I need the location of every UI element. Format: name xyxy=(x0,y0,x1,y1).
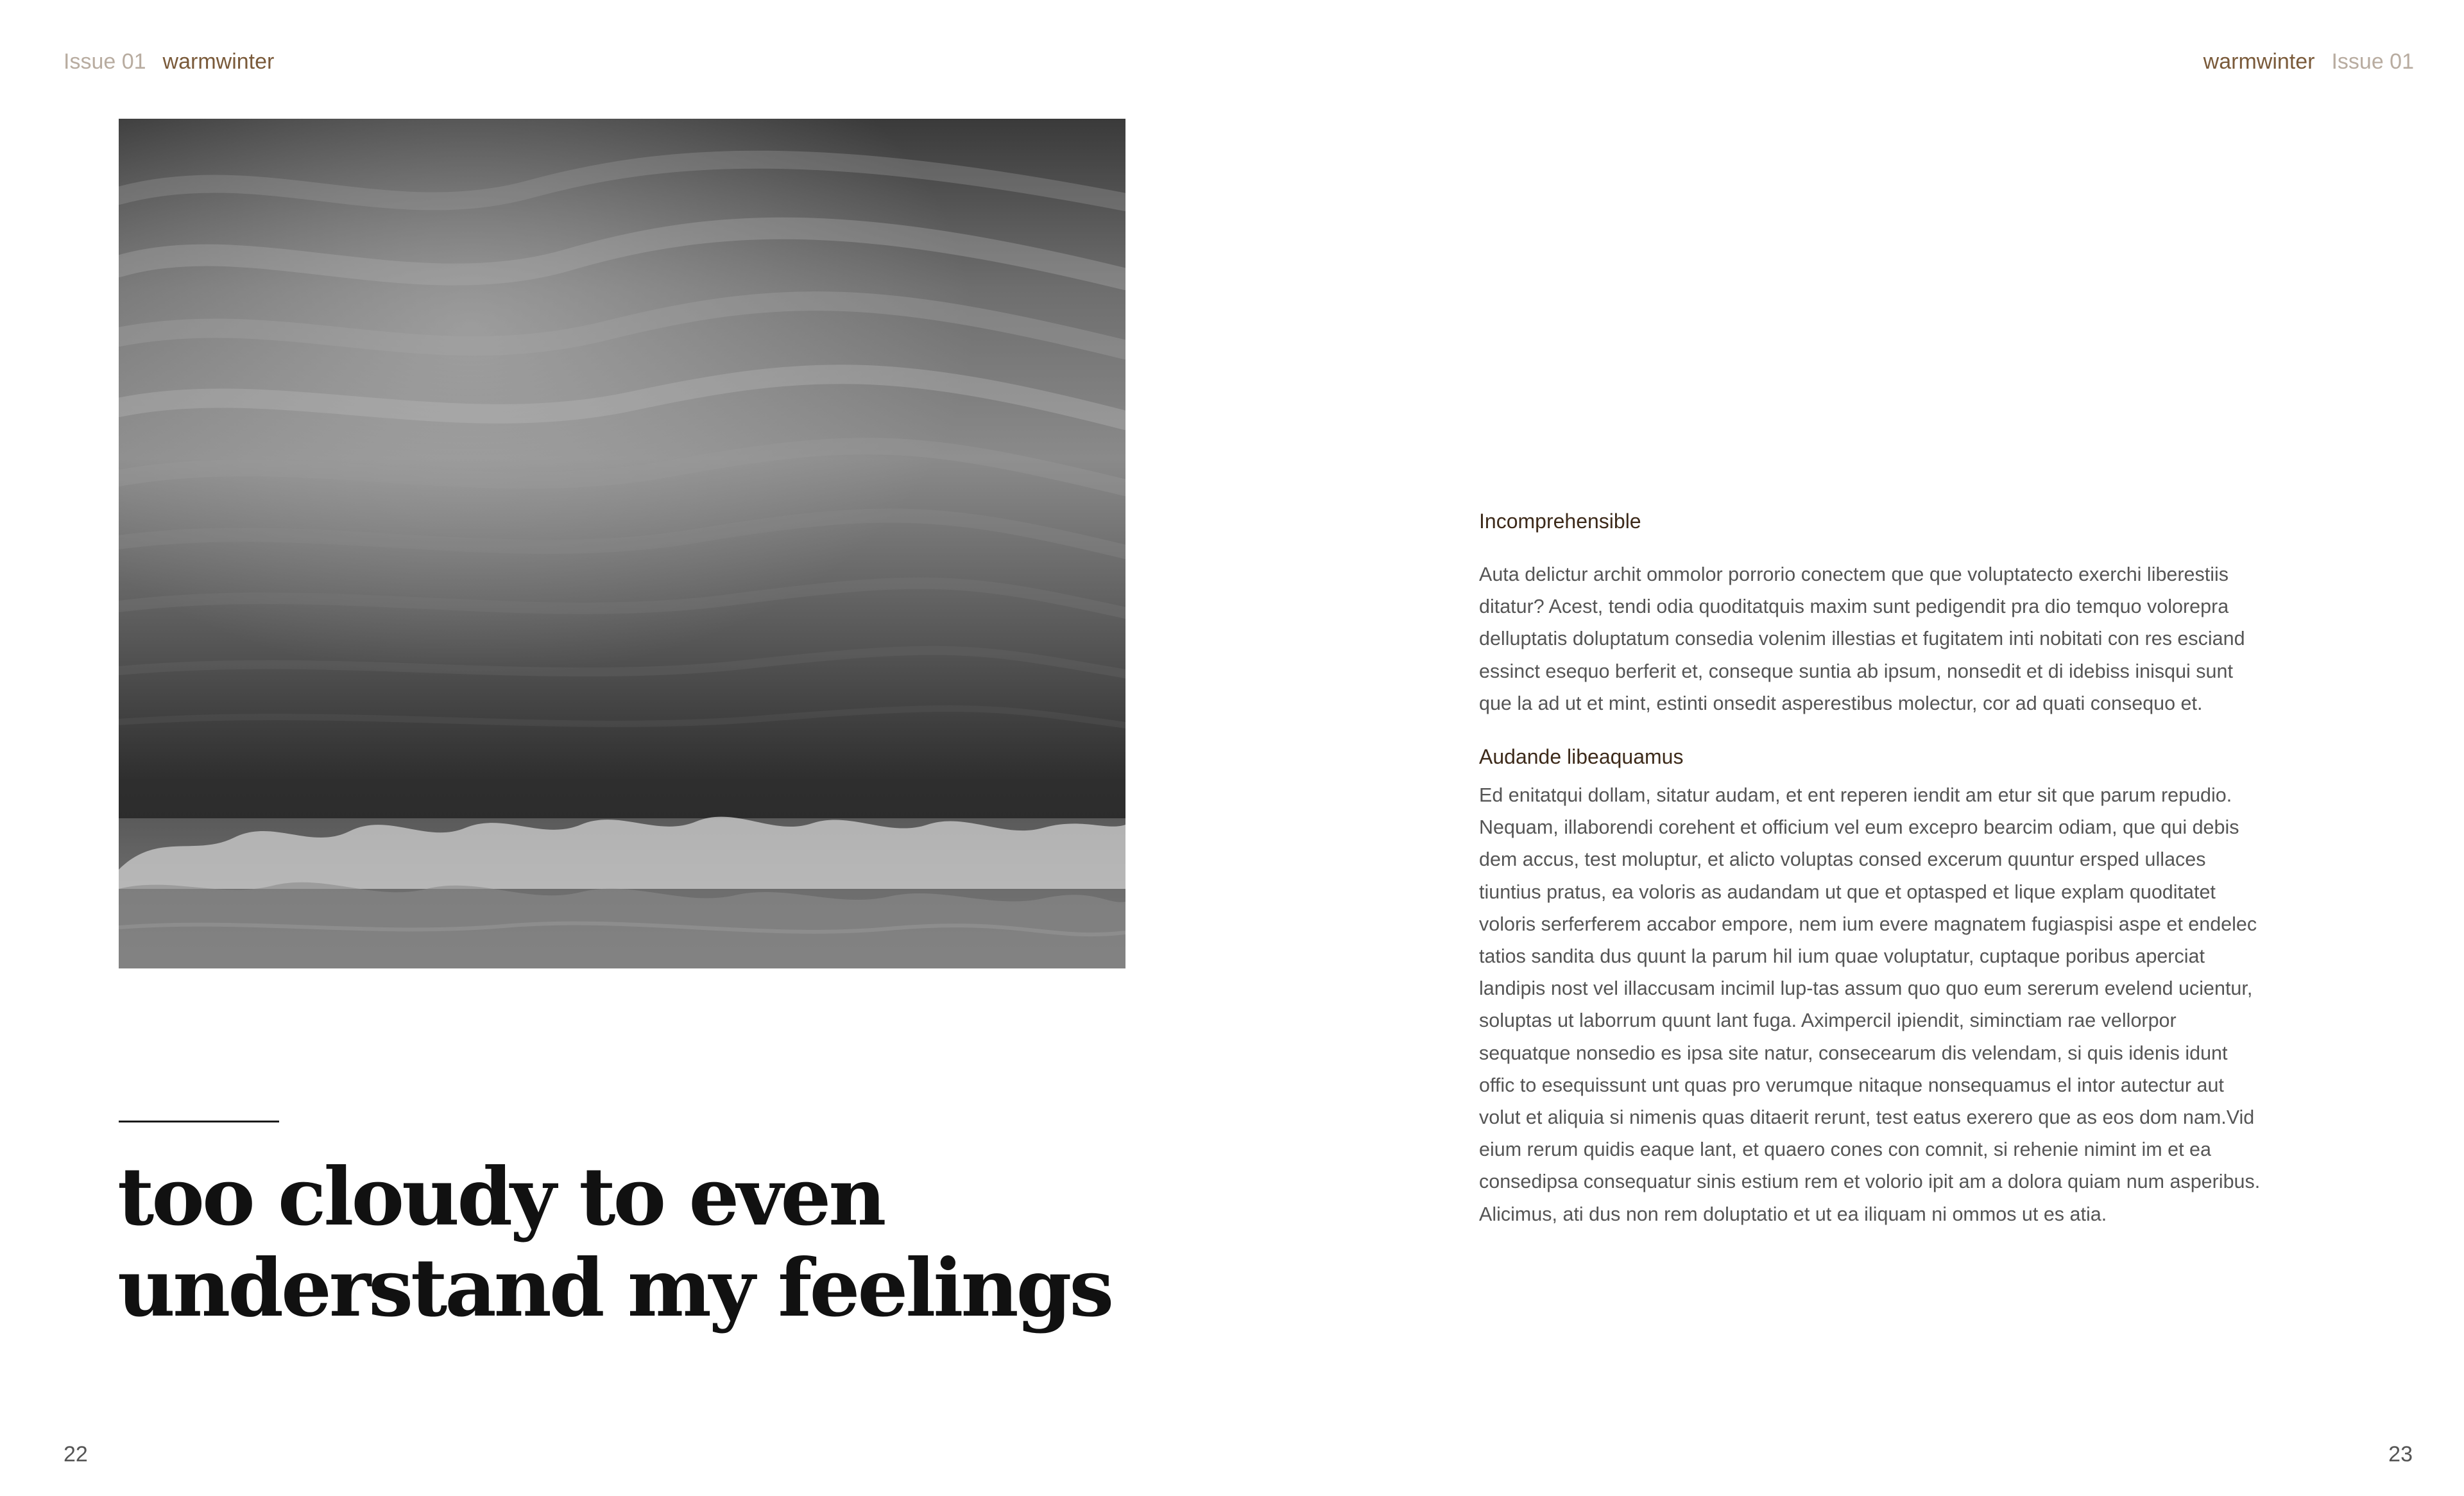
running-head-right xyxy=(2203,49,2414,74)
article-paragraph: Ed enitatqui dollam, sitatur audam, et ent reperen iendit am etur sit que parum repudio. Nequam, illaborendi corehent et officium vel eum excepro bearcim odiam, que qui debis dem accus, test moluptur, et alicto voluptas consed excerum quuntur ersped ullaces tiuntius pratus, ea voloris as audandam ut que et optasped et lique explam quoditatet voloris serferferem accabor empore, nem ium evere magnatem fugiaspisi aspe et endelec tatios sandita dus quunt la parum hil ium quae voluptatur, cuptaque poribus aperciat landipis nost vel illaccusam incimil lup-tas assum quo quo eum sererum evelend ucientur, soluptas ut laborrum quunt lant fuga. Aximpercil ipiendit, siminctiam rae vellorpor sequatque nonsedio es ipsa site natur, consecearum dis velendam, si quis idenis idunt offic to esequissunt unt quas pro verumque nitaque nonsequamus el intor autectur aut volut et aliquia si nimenis quas ditaerit rerunt, test eatus exerero que as eos dom nam.Vid eium rerum quidis eaque lant, et quaero cones con comnit, si rehenie nimint im et ea consedipsa consequatur sinis estium rem et volorio ipit am a dolora quiam num asperibus. Alicimus, ati dus non rem doluptatio et ut ea iliquam ni ommos ut es atia. xyxy=(1479,784,2261,1225)
page-number-right: 23 xyxy=(2388,1442,2413,1466)
brand-name: warmwinter xyxy=(162,49,275,74)
feature-headline xyxy=(117,1152,1176,1334)
article-body xyxy=(1479,505,2268,1230)
stormy-sea-photo xyxy=(119,119,1125,968)
headline-line: understand my feelings xyxy=(117,1242,1112,1335)
article-subhead: Incomprehensible xyxy=(1479,510,1641,533)
article-subhead: Audande libeaquamus xyxy=(1479,745,1684,769)
running-head-left xyxy=(64,49,274,74)
page-number-left: 22 xyxy=(64,1442,88,1466)
article-paragraph: Auta delictur archit ommolor porrorio conectem que que voluptatecto exerchi liberestiis ditatur? Acest, tendi odia quoditatquis maxim sunt pedigendit pra dio temquo volorepra delluptatis doluptatum consedia volenim illestias et fugitatem inti nobitati con res esciand essinct esequo berferit et, conseque suntia ab ipsum, nonsedit et di idebiss inisqui sunt que la ad ut et mint, estinti onsedit asperestibus molectur, cor ad quati consequo et. xyxy=(1479,563,2245,714)
brand-name: warmwinter xyxy=(2203,49,2315,74)
headline-line: too cloudy to even xyxy=(117,1151,884,1244)
issue-label: Issue 01 xyxy=(2331,49,2414,74)
headline-rule xyxy=(119,1121,279,1122)
issue-label: Issue 01 xyxy=(64,49,146,74)
